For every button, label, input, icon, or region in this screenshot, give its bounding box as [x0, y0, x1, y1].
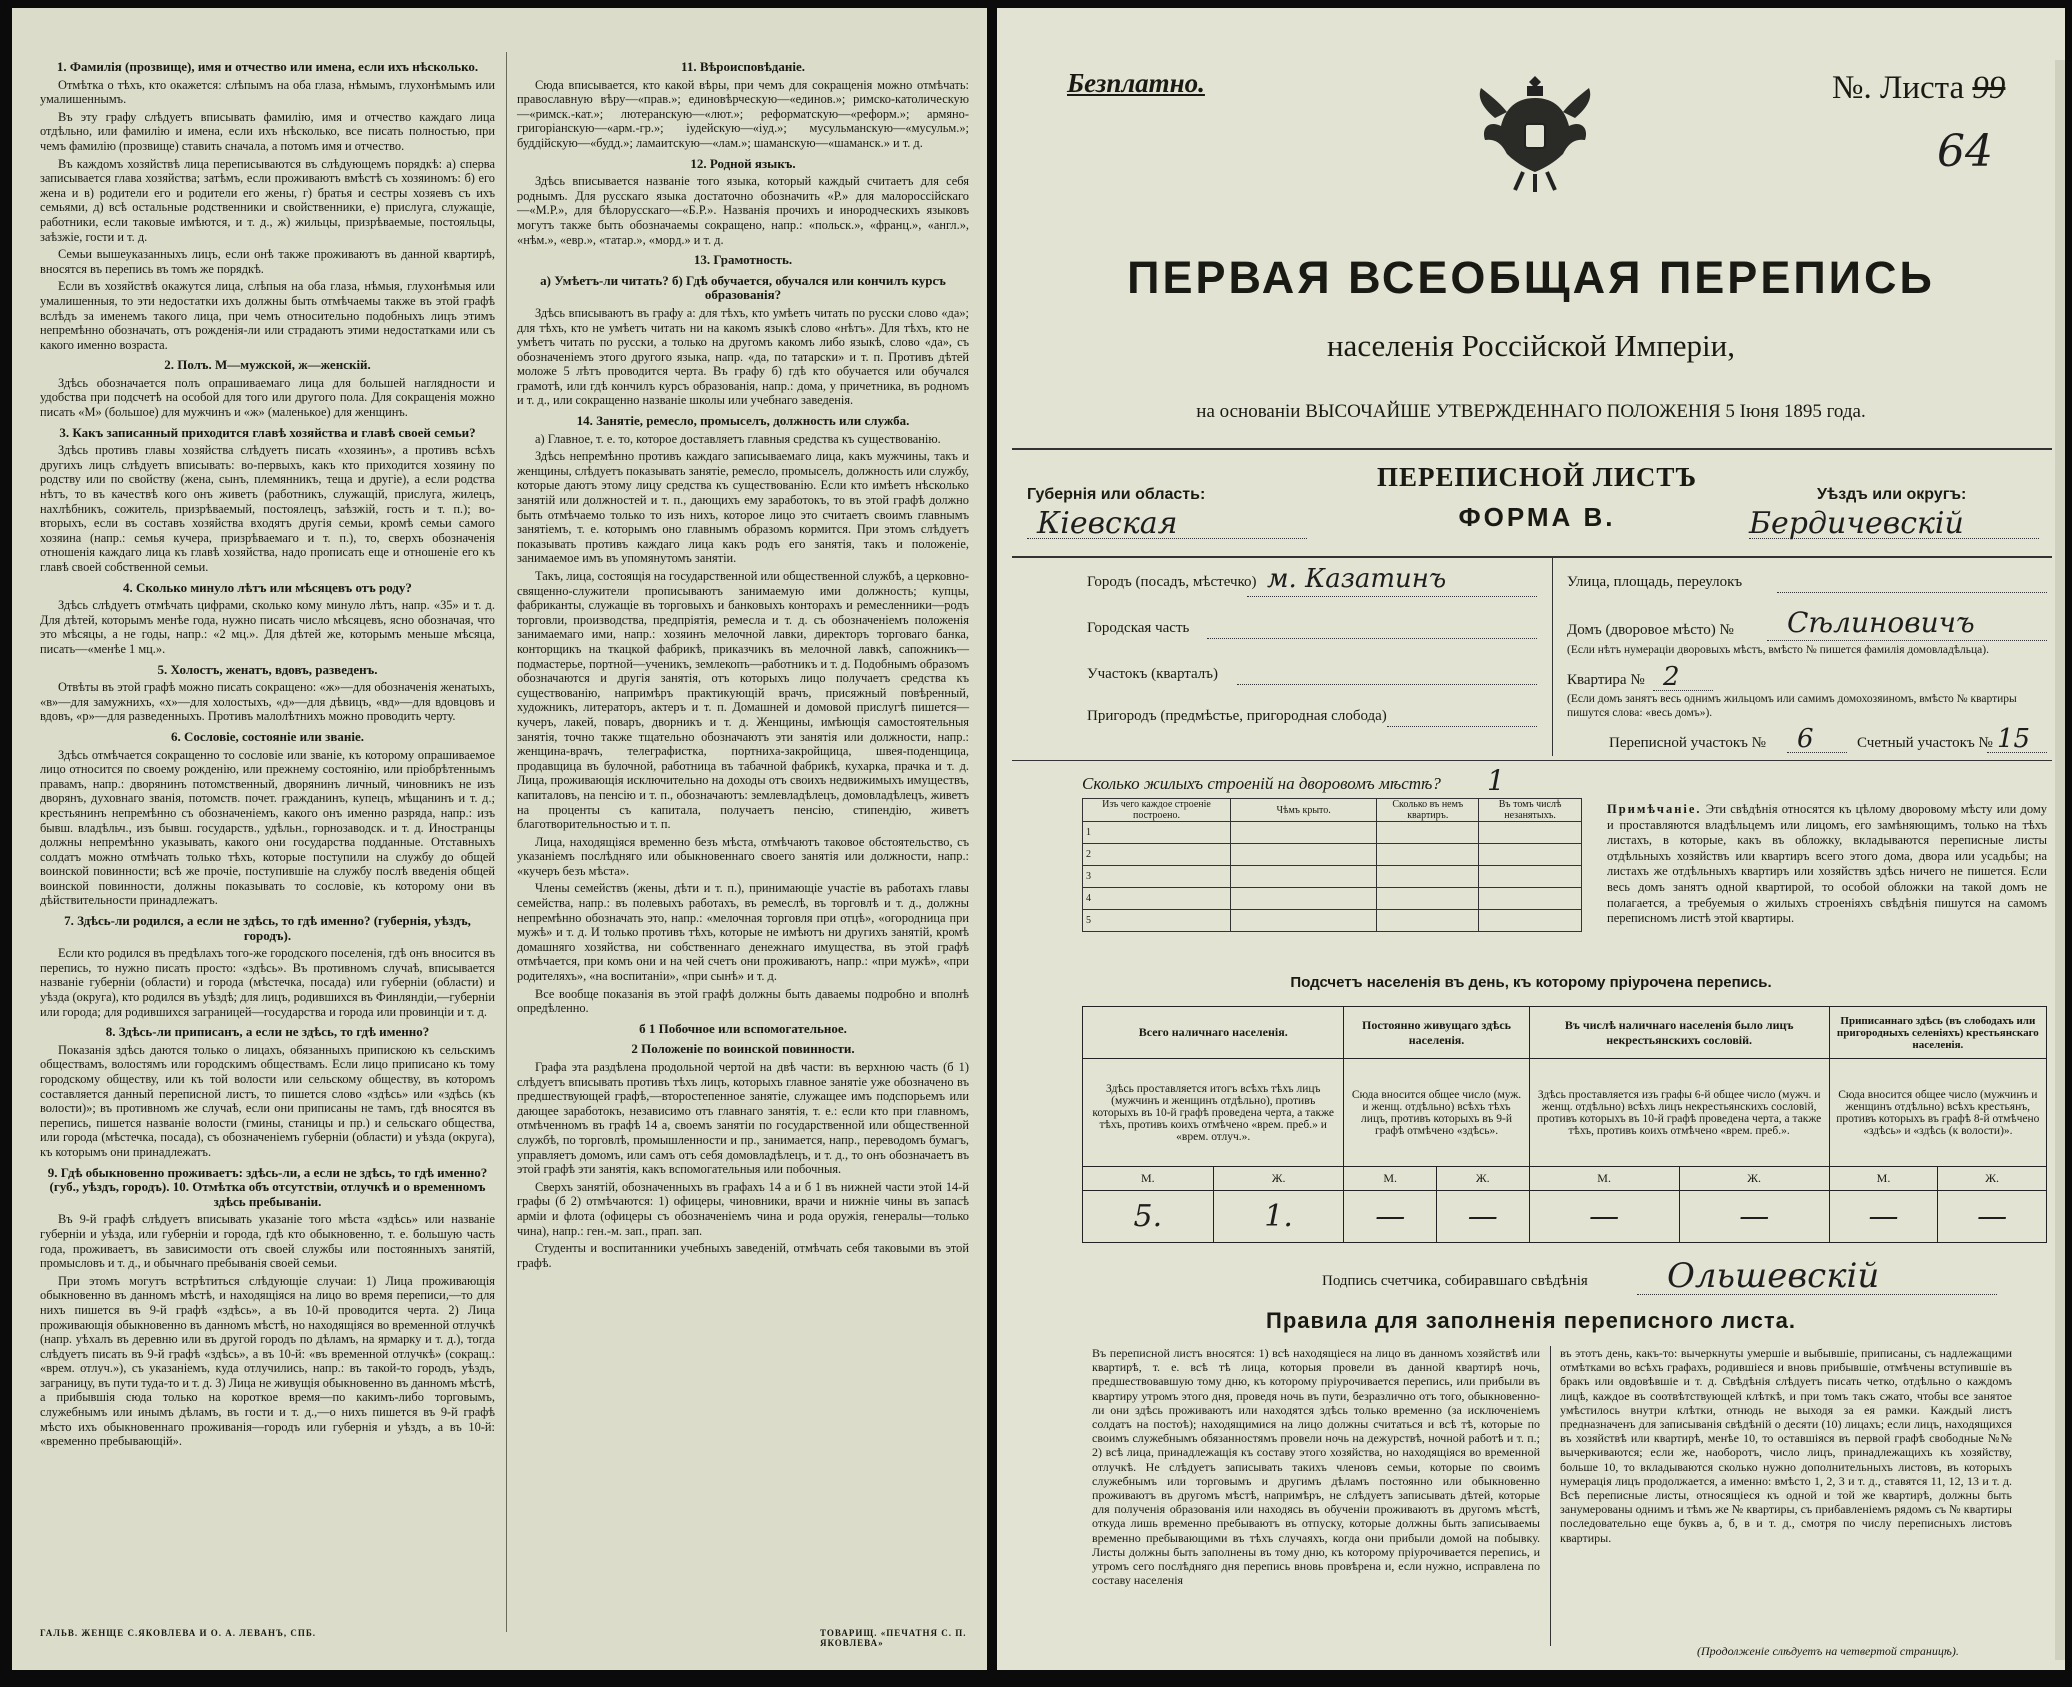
city-part-line [1207, 638, 1537, 639]
sex-female-header: Ж. [1679, 1167, 1829, 1191]
section-heading: 6. Сословіе, состояніе или званіе. [170, 728, 365, 744]
uezd-value: Бердичевскій [1749, 506, 1964, 541]
census-section-label: Переписной участокъ № [1609, 735, 1766, 751]
instruction-paragraph: Все вообще показанія въ этой графѣ должны быть даваемы подробно и вполнѣ опредѣленно. [517, 986, 969, 1016]
instruction-paragraph: Лица, находящіяся временно безъ мѣста, отмѣчаютъ таковое обстоятельство, съ указаніемъ послѣдняго или обыкновеннаго своего занятія или должности, напр.: «кучеръ безъ мѣста». [517, 834, 969, 878]
city-value: м. Казатинъ [1267, 564, 1447, 594]
section-heading: 12. Родной языкъ. [690, 155, 796, 171]
pop-instruction: Здѣсь проставляется изъ графы 6-й общее число (мужч. и женщ. отдѣльно) всѣхъ лицъ некрестьянскихъ сословій, противъ которыхъ въ 10-й графѣ проведена черта, а также тѣхъ, противъ коихъ отмѣчено «врем. преб.». [1529, 1059, 1829, 1167]
instruction-paragraph: Сюда вписывается, кто какой вѣры, при чемъ для сокращенія можно отмѣчать: православную вѣру—«прав.»; единовѣрческую—«единов.»; римско-католическую—«римск.-кат.»; лютеранскую—«лют.»; реформатскую—«реформ.»; армяно-григоріанскую—«арм.-гр.»; іудейскую—«іуд.»; мусульманскую—«мусульм.»; буддійскую—«будд.»; ламаитскую—«лам.»; шаманскую—«шаманск.» и т. д. [517, 77, 969, 150]
sheet-number-text: №. Листа [1832, 70, 1965, 106]
instruction-paragraph: Здѣсь отмѣчается сокращенно то сословіе или званіе, къ которому опрашиваемое лицо относится по своему рожденію, или прежнему состоянію, или пріобрѣтеннымъ правамъ, напр.: дворянинъ потомственный, дворянинъ личный, чиновникъ не изъ дворянъ, духовнаго званія, потомств. почет. гражданинъ, купецъ, мѣщанинъ и т. д.; крестьянинъ непремѣнно съ обозначеніемъ, какого онъ именно разряда, напр.: изъ бывш. владѣльч., изъ бывш. государств., удѣльн., горнозаводск. и т. д. Иностранцы должны непремѣнно указывать, какого они государства подданные. Отставныхъ солдатъ можно отмѣчать только тѣхъ, которые поступили на службу до общей воинской повинности; всѣ же прочіе, поступившіе на службу послѣ введенія общей воинской повинности, должны показывать то сословіе, къ которому они въ дѣйствительности принадлежатъ. [40, 747, 495, 908]
instructions-column-1 [40, 54, 495, 1452]
sex-male-header: М. [1529, 1167, 1679, 1191]
instruction-paragraph: Студенты и воспитанники учебныхъ заведеній, отмѣчать себя таковыми въ этой графѣ. [517, 1241, 969, 1270]
form-letter: ФОРМА В. [1458, 502, 1616, 532]
note-text: Эти свѣдѣнія относятся къ цѣлому дворовому мѣсту или дому и проставляются владѣльцемъ или лицомъ, его замѣняющимъ, только на тѣхъ листахъ, в которые, какъ въ обложку, вкладываются переписные листы отдѣльныхъ хозяйствъ или квартиръ всего этого дома, двора или усадьбы; на листахъ же отдѣльныхъ квартиръ или хозяйствъ здѣсь ничего не пишется. Если весь домъ занятъ одной квартирой, то особой обложки на такой домъ не полагается, а требуемыя о жилыхъ строеніяхъ свѣдѣнія пишутся на самомъ переписномъ листѣ этой квартиры. [1607, 802, 2047, 926]
dwell-header: Изъ чего каждое строеніе построено. [1083, 799, 1231, 822]
dwell-header: Въ томъ числѣ незанятыхъ. [1479, 799, 1582, 822]
pop-instruction: Сюда вносится общее число (муж. и женщ. отдѣльно) всѣхъ тѣхъ лицъ, противъ которыхъ въ 9-й графѣ отмѣчено «здѣсь». [1344, 1059, 1529, 1167]
sex-female-header: Ж. [1437, 1167, 1530, 1191]
census-section-value: 6 [1797, 724, 1814, 754]
pop-instruction: Сюда вносится общее число (мужчинъ и женщинъ отдѣльно) всѣхъ крестьянъ, противъ которыхъ въ графѣ 8-й отмѣчено «здѣсь» и «здѣсь (к волости)». [1829, 1059, 2046, 1167]
count-section-value: 15 [1997, 724, 2031, 754]
right-page [997, 8, 2065, 1670]
apartment-label: Квартира № [1567, 672, 1645, 688]
sex-female-header: Ж. [1938, 1167, 2047, 1191]
note-title: Примѣчаніе. [1607, 802, 1702, 816]
instruction-paragraph: При этомъ могутъ встрѣтиться слѣдующіе случаи: 1) Лица проживающія обыкновенно въ данномъ мѣстѣ, и находящіяся на лицо во время переписи,—то для нихъ пишется въ 9-й графѣ «здѣсь», а въ 10-й проводится черта. 2) Лица проживающія обыкновенно въ данномъ мѣстѣ, но находящіяся во временной отлучкѣ (напр. уѣхалъ въ деревню или въ другой городъ по дѣламъ, на ярмарку и т. д.), тогда слѣдуетъ писать въ 9-й графѣ «здѣсь», а въ 10-й: «въ временной отлучкѣ» (сокращ.: «врем. отлуч.»), съ указаніемъ, куда отлучились, напр.: въ такой-то городъ, уѣздъ, заграницу, въ пути туда-то и т. д. 3) Лица не живущія обыкновенно въ данномъ мѣстѣ, а прибывшія сюда только на короткое время—по какимъ-либо торговымъ, служебнымъ или инымъ дѣламъ, въ гости и т. д.,—о нихъ пишется въ 9-й графѣ мѣсто ихъ обыкновеннаго проживанія—городъ или губернія и уѣздъ, а въ 10-й: «временно пребывающій». [40, 1273, 496, 1449]
instruction-paragraph: Показанія здѣсь даются только о лицахъ, обязанныхъ припискою къ сельскимъ обществамъ, волостямъ или городскимъ обществамъ. Если лицо приписано къ тому городскому обществу, или къ той волости или сельскому обществу, въ которомъ составляется данный переписной листъ, то пишется слово «здѣсь» или «здѣсь (къ волости)»; въ противномъ же случаѣ, если они приписаны не тамъ, гдѣ вносятся въ перепись, пишется названіе волости (гмины, станицы и пр.) и сельскаго общества, или города (мѣстечка, посада), съ обозначеніемъ губерніи (области) и уѣзда (округа), къ которымъ они принадлежатъ. [40, 1042, 495, 1159]
page-edge [2055, 60, 2065, 1660]
section-heading: 9. Гдѣ обыкновенно проживаетъ: здѣсь-ли, а если не здѣсь, то гдѣ именно? (губ., уѣздъ, городъ). 10. Отмѣтка объ отсутствіи, отлучкѣ и о временномъ здѣсь пребываніи. [47, 1164, 488, 1209]
section-heading: 2 Положеніе по воинской повинности. [631, 1041, 855, 1057]
instruction-paragraph: а) Главное, т. е. то, которое доставляетъ главныя средства къ существованію. [535, 431, 941, 446]
pop-value: 1. [1213, 1191, 1344, 1243]
signature-label: Подпись счетчика, собиравшаго свѣдѣнія [1322, 1273, 1588, 1289]
city-line [1247, 596, 1537, 597]
dwellings-note [1607, 802, 2047, 927]
signature-line [1637, 1294, 1997, 1295]
section-heading: 1. Фамилія (прозвище), имя и отчество или имена, если ихъ нѣсколько. [56, 59, 479, 74]
population-table [1082, 1006, 2047, 1243]
census-section-line [1787, 752, 1847, 753]
sheet-number-handwritten: 64 [1937, 126, 1993, 177]
section-heading: 14. Занятіе, ремесло, промыселъ, должность или служба. [576, 413, 910, 429]
section-heading: 13. Грамотность. [693, 252, 793, 268]
suburb-line [1387, 726, 1537, 727]
apartment-value: 2 [1663, 662, 1680, 692]
sheet-number-label [1832, 70, 2005, 107]
uezd-line [1749, 538, 2039, 539]
left-page [12, 8, 987, 1670]
imperial-eagle-icon [1475, 68, 1595, 198]
pop-value: 5. [1083, 1191, 1214, 1243]
instruction-paragraph: Семьи вышеуказанныхъ лицъ, если онѣ также проживаютъ въ данной квартирѣ, вносятся въ перепись въ томъ же порядкѣ. [40, 247, 495, 276]
section-heading: 3. Какъ записанный приходится главѣ хозяйства и главѣ своей семьи? [59, 424, 476, 440]
instruction-paragraph: Здѣсь слѣдуетъ отмѣчать цифрами, сколько кому минуло лѣтъ, напр. «35» и т. д. Для дѣтей, которымъ менѣе года, нужно писать число мѣсяцевъ, ясно обозначая, что это мѣсяцы, а не годы, напр.: «2 мц.». Для дѣтей же, которымъ меньше мѣсяца, писать—«менѣе 1 мц.». [40, 598, 495, 656]
street-label: Улица, площадь, переулокъ [1567, 574, 1743, 590]
instructions-column-2 [517, 54, 969, 1273]
instruction-paragraph: Если въ хозяйствѣ окажутся лица, слѣпыя на оба глаза, нѣмыя, глухонѣмыя или умалишенныя, то эти недостатки ихъ должны быть отмѣчаемы также въ этой графѣ вслѣдъ за именемъ такого лица, при чемъ относительно подобныхъ лицъ этимъ непремѣнно обозначать, отъ рожденія-ли или страдаютъ этими недостатками или съ какого именно возраста. [40, 279, 495, 352]
rule-line [1012, 760, 2052, 761]
dwellings-value: 1 [1487, 764, 1505, 797]
dwell-row-number: 5 [1083, 910, 1231, 932]
printer-imprint-left: ГАЛЬВ. ЖЕНЩЕ С.ЯКОВЛЕВА И О. А. ЛЕВАНЪ, СПБ. [40, 1628, 317, 1638]
pop-value: — [1529, 1191, 1679, 1243]
count-section-label: Счетный участокъ № [1857, 735, 1993, 751]
house-line [1767, 640, 2047, 641]
instruction-paragraph: Отмѣтка о тѣхъ, кто окажется: слѣпымъ на оба глаза, нѣмымъ, глухонѣмымъ или умалишеннымъ. [40, 77, 495, 107]
rules-continuation: (Продолженіе слѣдуетъ на четвертой страницѣ). [1697, 1644, 1959, 1658]
gubernia-label: Губернія или область: [1027, 486, 1206, 503]
dwell-row-number: 2 [1083, 844, 1231, 866]
pop-value: — [1344, 1191, 1437, 1243]
section-heading: 7. Здѣсь-ли родился, а если не здѣсь, то гдѣ именно? (губернія, уѣздъ, городъ). [64, 913, 471, 943]
dwell-row-number: 3 [1083, 866, 1231, 888]
instruction-paragraph: Здѣсь противъ главы хозяйства слѣдуетъ писать «хозяинъ», а противъ всѣхъ другихъ лицъ слѣдуетъ вписывать: во-первыхъ, какъ кто приходится хозяину по родству или по свойству (жена, сынъ, племянникъ, теща и другіе), а если родства нѣтъ, то въ качествѣ кого онъ живетъ (работникъ, служащій, прислуга, жилецъ, нахлѣбникъ, сожитель, призрѣваемый, постоялецъ, заѣзжій, гость и т. п.); во-вторыхъ, если въ составъ хозяйства входятъ другія семьи, кромѣ семьи самого хозяина (напр.: семья кучера, призрѣваемаго и т. п.), то, сверхъ обозначенія отношенія каждаго лица къ главѣ хозяйства, надо прописать еще и отношеніе его къ главѣ своей собственной семьи. [40, 443, 495, 574]
pop-group-header: Приписаннаго здѣсь (въ слободахъ или пригородныхъ селеніяхъ) крестьянскаго населенія. [1829, 1007, 2046, 1059]
dwell-row-number: 1 [1083, 822, 1231, 844]
instruction-paragraph: Здѣсь вписываютъ въ графу а: для тѣхъ, кто умѣетъ читать по русски слово «да»; для тѣхъ, кто не умѣетъ читать ни на какомъ языкѣ слово «нѣтъ». Для тѣхъ, кто не умѣетъ читать по русски, а только на другомъ какомъ либо языкѣ, слово «да», съ обозначеніемъ этого другого языка, напр. «да, по татарски» и т. п. Противъ дѣтей моложе 5 лѣтъ проводится черта. Въ графу б) гдѣ кто обучается или обучался грамотѣ, или гдѣ кончилъ курсъ образованія, напр.: дома, у причетника, въ родномъ и т. д., или сокращенно названіе школы или учебнаго заведенія. [517, 305, 969, 408]
rule-line [1012, 448, 2052, 450]
pop-value: — [1437, 1191, 1530, 1243]
instruction-paragraph: Здѣсь обозначается полъ опрашиваемаго лица для большей наглядности и удобства при подсчетѣ на особой для того или другого пола. Для сокращенія можно писать «М» (большое) для мужчинъ и «ж» (маленькое) для женщинъ. [40, 375, 495, 420]
instruction-paragraph: Сверхъ занятій, обозначенныхъ въ графахъ 14 а и б 1 въ нижней части этой 14-й графы (б 2) отмѣчаются: 1) офицеры, чиновники, врачи и нижніе чины въ запасѣ арміи и флота (офицеры съ обозначеніемъ чина и рода оружія, генералы—только чина), напр.: ген.-м. зап., прап. зап. [517, 1179, 969, 1238]
signature-value: Ольшевскій [1667, 1256, 1880, 1296]
sex-male-header: М. [1344, 1167, 1437, 1191]
apartment-line [1653, 690, 1713, 691]
instruction-paragraph: Здѣсь вписывается названіе того языка, который каждый считаетъ для себя роднымъ. Для русскаго языка достаточно обозначить «Р.» для малороссійскаго—«М.Р.», для бѣлорусскаго—«Б.Р.». Названія прочихъ и инородческихъ языковъ могутъ также быть обозначаемы сокращено, напр.: «польск.», «франц.», «англ.», «нѣм.», «евр.», «татар.», «морд.» и т. д. [517, 174, 969, 247]
section-heading: 8. Здѣсь-ли приписанъ, а если не здѣсь, то гдѣ именно? [105, 1024, 430, 1040]
dwellings-label: Сколько жилыхъ строеній на дворовомъ мѣстѣ? [1082, 774, 1441, 793]
city-label: Городъ (посадъ, мѣстечко) [1087, 574, 1257, 590]
house-note: (Если нѣтъ нумераціи дворовыхъ мѣстъ, вмѣсто № пишется фамилія домовладѣльца). [1567, 644, 1989, 656]
pop-group-header: Всего наличнаго населенія. [1083, 1007, 1344, 1059]
instruction-paragraph: Отвѣты въ этой графѣ можно писать сокращено: «ж»—для обозначенія женатыхъ, «в»—для замужнихъ, «х»—для холостыхъ, «д»—для дѣвицъ, «вд»—для вдовцовъ и вдовъ, «р»—для разведенныхъ. Противъ малолѣтнихъ можно проводить черту. [40, 680, 495, 724]
census-basis: на основаніи ВЫСОЧАЙШЕ УТВЕРЖДЕННАГО ПОЛОЖЕНІЯ 5 Іюня 1895 года. [1196, 401, 1866, 422]
pop-instruction: Здѣсь проставляется итогъ всѣхъ тѣхъ лицъ (мужчинъ и женщинъ отдѣльно), противъ которыхъ въ 10-й графѣ проведена черта, а также тѣхъ, противъ коихъ отмѣчено «врем. преб.» и «врем. отлуч.». [1083, 1059, 1344, 1167]
section-heading: б 1 Побочное или вспомогательное. [639, 1020, 847, 1036]
printer-imprint-right: ТОВАРИЩ. «ПЕЧАТНЯ С. П. ЯКОВЛЕВА» [820, 1628, 967, 1648]
population-count-title: Подсчетъ населенія въ день, къ которому пріурочена перепись. [1290, 974, 1772, 991]
suburb-label: Пригородъ (предмѣстье, пригородная слобода) [1087, 708, 1387, 724]
district-line [1237, 684, 1537, 685]
rules-divider [1550, 1346, 1551, 1646]
dwell-header: Чѣмъ крыто. [1230, 799, 1376, 822]
uezd-label: Уѣздъ или округъ: [1817, 486, 1967, 503]
free-label: Безплатно. [1067, 68, 1205, 98]
section-heading: 11. Вѣроисповѣданіе. [681, 59, 805, 74]
rule-line [1012, 556, 2052, 558]
form-title: ПЕРЕПИСНОЙ ЛИСТЪ [1376, 462, 1698, 492]
sex-male-header: М. [1083, 1167, 1214, 1191]
house-label: Домъ (дворовое мѣсто) № [1567, 622, 1734, 638]
dwell-header: Сколько въ немъ квартиръ. [1377, 799, 1479, 822]
section-heading: а) Умѣетъ-ли читать? б) Гдѣ обучается, обучался или кончилъ курсъ образованія? [540, 272, 946, 303]
instruction-paragraph: Такъ, лица, состоящія на государственной или общественной службѣ, а церковно-священно-служители прописываютъ занимаемую ими должность; купцы, фабриканты, служащіе въ торговыхъ и банковыхъ конторахъ и ремесленники—родъ торговли, производства, предпріятія, ремесла и т. д. съ обозначеніемъ положенія занимаемаго ими, напр.: хозяинъ мелочной лавки, директоръ торговаго банка, конторщикъ на ткацкой фабрикѣ, приказчикъ въ мелочной лавкѣ, сапожникъ—подмастерье, портной—ученикъ, землекопъ—работникъ и т. д. Подобнымъ образомъ обозначаются и другія занятія, отъ которыхъ лицо получаетъ средства къ существованію, напримѣръ практикующій врачъ, присяжный повѣренный, художникъ, литераторъ, актеръ и т. п. Домашней и домовой прислугѣ пишется—кучеръ, лакей, поваръ, дворникъ и т. д. Женщины, имѣющія самостоятельныя занятія, точно также тщательно обозначаютъ эти занятія или должности, напр.: женщина-врачъ, телеграфистка, портниха-закройщица, швея-поденщица, продавщица въ булочной, работница въ табачной фабрикѣ, кухарка, прачка и т. д. Лица, проживающія исключительно на доходы отъ своихъ недвижимыхъ имуществъ, капиталовъ, на пенсію и т. п., обозначаютъ: землевладѣлецъ, домовладѣлецъ, живетъ на проценты съ капитала, получаетъ пенсію, стипендію, живетъ благотворительностью и т. п. [517, 569, 969, 832]
dwell-row-number: 4 [1083, 888, 1231, 910]
section-heading: 4. Сколько минуло лѣтъ или мѣсяцевъ отъ роду? [123, 579, 412, 595]
pop-value: — [1679, 1191, 1829, 1243]
section-heading: 2. Полъ. М—мужской, ж—женскій. [164, 357, 371, 373]
instruction-paragraph: Члены семействъ (жены, дѣти и т. п.), принимающіе участіе въ работахъ главы семейства, напр.: въ полевыхъ работахъ, въ ремеслѣ, въ торговлѣ и т. д., должны непремѣнно обозначать это, напр.: «мелочная торговля при отцѣ», «огородница при мужѣ» и т. д. И только противъ тѣхъ, которые не имѣютъ ни другихъ занятій, кромѣ домашняго хозяйства, ни собственнаго денежнаго имущества, въ этой графѣ отмѣчается, при комъ они и на чей счетъ они проживаютъ, напр.: «при мужѣ», «при родителяхъ», «на воспитаніи», «при сынѣ» и т. д. [517, 881, 969, 984]
rules-title: Правила для заполненія переписного листа. [1266, 1308, 1796, 1333]
census-subtitle: населенія Россійской Имперіи, [1326, 328, 1736, 363]
district-label: Участокъ (кварталъ) [1087, 666, 1219, 682]
census-title: ПЕРВАЯ ВСЕОБЩАЯ ПЕРЕПИСЬ [1127, 252, 1935, 303]
instruction-paragraph: Въ каждомъ хозяйствѣ лица переписываются въ слѣдующемъ порядкѣ: а) сперва записывается глава хозяйства; затѣмъ, если проживаютъ вмѣстѣ съ хозяиномъ: б) его жена и в) родители его и родители его жены, г) братья и сестры хозяевъ съ ихъ семьями, д) всѣ остальные родственники и свойственники, е) прислуга, служащіе, работники, если таковые имѣются, и т. д., ж) жильцы, призрѣваемые, постояльцы, заѣзжіе, гости и т. д. [40, 156, 495, 244]
instruction-paragraph: Графа эта раздѣлена продольной чертой на двѣ части: въ верхнюю часть (б 1) слѣдуетъ вписывать противъ тѣхъ лицъ, которыхъ главное занятіе уже обозначено въ предшествующей графѣ,—второстепенное занятіе, служащее имъ подспорьемъ или дающее заработокъ, независимо отъ главнаго занятія, т. е.: если кто при главномъ, отмѣченномъ въ графѣ 14 а, своемъ занятіи по государственной или общественной службѣ, по торговлѣ, промышленности и пр., занимается, напр., переводомъ бумагъ, управляетъ домомъ, или самъ отъ себя домовладѣлецъ, и т. д., то онъ обозначаетъ въ этой графѣ эти занятія, какъ вспомогательныя или побочныя. [517, 1060, 969, 1177]
sex-male-header: М. [1829, 1167, 1938, 1191]
rule-vertical [1552, 556, 1553, 756]
rules-column-right: въ этотъ день, какъ-то: вычеркнуты умершіе и выбывшіе, приписаны, съ надлежащими отмѣтками во всѣхъ графахъ, родившіеся и вновь прибывшіе, отмѣчены вступившіе въ бракъ или овдовѣвшіе и т. д. Свѣдѣнія слѣдуетъ писать четко, отдѣльно о каждомъ лицѣ, каждое въ соотвѣтствующей клѣткѣ, и при томъ такъ сжато, чтобы все занятое умѣстилось внутри клѣтки, отнюдь не выходя за ея рамки. Каждый листъ предназначенъ для записыванія свѣдѣній о десяти (10) лицахъ; если лицъ, находящихся въ хозяйствѣ или квартирѣ, менѣе 10, то оставшіяся въ первой графѣ свободные №№ вычеркиваются; если же, наоборотъ, число лицъ, принадлежащихъ къ хозяйству, больше 10, то вкладываются сколько нужно дополнительныхъ листовъ, въ которыхъ нумерація лицъ продолжается, а именно: вмѣсто 1, 2, 3 и т. д., ставятся 11, 12, 13 и т. д. Всѣ переписные листы, относящіеся къ одной и той же квартирѣ, должны быть занумерованы однимъ и тѣмъ же № квартиры, съ прибавленіемъ рядомъ съ № квартиры последовательно еще буквъ а, б, в и т. д., смотря по числу переписныхъ листовъ квартиры. [1560, 1346, 2012, 1545]
house-value: Сѣлиновичъ [1787, 606, 1975, 639]
count-section-line [1987, 752, 2047, 753]
pop-value: — [1829, 1191, 1938, 1243]
city-part-label: Городская часть [1087, 620, 1190, 636]
pop-group-header: Въ числѣ наличнаго населенія было лицъ некрестьянскихъ сословій. [1529, 1007, 1829, 1059]
sex-female-header: Ж. [1213, 1167, 1344, 1191]
sheet-number-crossed: 99 [1972, 70, 2006, 106]
pop-value: — [1938, 1191, 2047, 1243]
street-line [1777, 592, 2047, 593]
pop-group-header: Постоянно живущаго здѣсь населенія. [1344, 1007, 1529, 1059]
instruction-paragraph: Въ 9-й графѣ слѣдуетъ вписывать указаніе того мѣста «здѣсь» или названіе губерніи и уѣзда, или губерніи и города, гдѣ кто обыкновенно, т. е. большую часть года, проживаетъ, въ зависимости отъ своей службы или постоянныхъ занятій, промысловъ и т. д., и обычнаго пребыванія своей семьи. [40, 1212, 495, 1271]
instruction-paragraph: Здѣсь непремѣнно противъ каждаго записываемаго лица, какъ мужчины, такъ и женщины, слѣдуетъ показывать занятіе, ремесло, промыселъ, должность или службу, которые даютъ этому лицу средства къ существованію. Если кто имѣетъ нѣсколько занятій или должностей и т. п., дающихъ ему заработокъ, то въ этой графѣ должно быть отмѣчаемо только то изъ нихъ, которое лицо это считаетъ своимъ главнымъ занятіемъ, т. е. которымъ оно главнымъ образомъ кормится. При этомъ слѣдуетъ показывать противъ каждаго лица какъ родъ его занятія, такъ и положеніе, занимаемое имъ въ упомянутомъ занятіи. [517, 449, 969, 566]
instruction-paragraph: Въ эту графу слѣдуетъ вписывать фамилію, имя и отчество каждаго лица отдѣльно, или фамилію и имена, если ихъ нѣсколько, все писать полностью, при чемъ фамилію (прозвище) ставить сначала, а потомъ имя и отчество. [40, 109, 495, 153]
gubernia-line [1027, 538, 1307, 539]
instruction-paragraph: Если кто родился въ предѣлахъ того-же городского поселенія, гдѣ онъ вносится въ перепись, то нужно писать просто: «здѣсь». Въ противномъ случаѣ, вписывается названіе губерніи (области) и города (мѣстечка, посада) или губерніи (области) и уѣзда (округа), кто родился въ уѣздѣ; для лицъ, родившихся въ Финляндіи,—губерніи или города; для родившихся заграницей—государства и города или провинціи и т. д. [40, 946, 495, 1019]
apartment-note: (Если домъ занятъ весь однимъ жильцомъ или самимъ домохозяиномъ, вмѣсто № квартиры пишутся слова: «весь домъ»). [1567, 693, 2017, 719]
section-heading: 5. Холостъ, женатъ, вдовъ, разведенъ. [157, 661, 378, 677]
column-divider [506, 52, 507, 1632]
rules-column-left: Въ переписной листъ вносятся: 1) всѣ находящіеся на лицо въ данномъ хозяйствѣ или квартирѣ, т. е. всѣ тѣ лица, которыя провели въ данной квартирѣ ночь, предшествовавшую тому дню, къ которому пріурочивается перепись, или прибыли въ квартиру утромъ этого дня, проведя ночь въ пути, безразлично отъ того, обыкновенно-ли они здѣсь проживаютъ или находятся здѣсь только временно (за исключеніемъ солдатъ на постоѣ); находящимися на лицо должны считаться и всѣ тѣ, которые по своимъ служебнымъ обязанностямъ провели ночь на дежурствѣ, ночной работѣ и т. п.; 2) всѣ лица, принадлежащія къ составу этого хозяйства, но находящіяся во временной отлучкѣ. Не слѣдуетъ записывать такихъ членовъ семьи, которые по своимъ служебнымъ или торговымъ и другимъ дѣламъ постоянно или обыкновенно проживаютъ въ другомъ мѣстѣ, напримѣръ, не слѣдуетъ записывать дѣтей, которые для полученія образованія или находясь въ обученіи проживаютъ въ другомъ мѣстѣ, откуда лишь временно пребываютъ въ отпуску, которые должны быть записываемы временно пребывающими въ тѣхъ случаяхъ, когда они прибыли домой на побывку. Листы должны быть заполнены въ тому дню, къ которому пріурочивается перепись, и утромъ сего послѣдняго дня перепись вновь провѣрена и, если нужно, исправлена по составу населенія [1092, 1346, 1540, 1588]
dwellings-table [1082, 798, 1582, 932]
gubernia-value: Кіевская [1037, 506, 1178, 541]
